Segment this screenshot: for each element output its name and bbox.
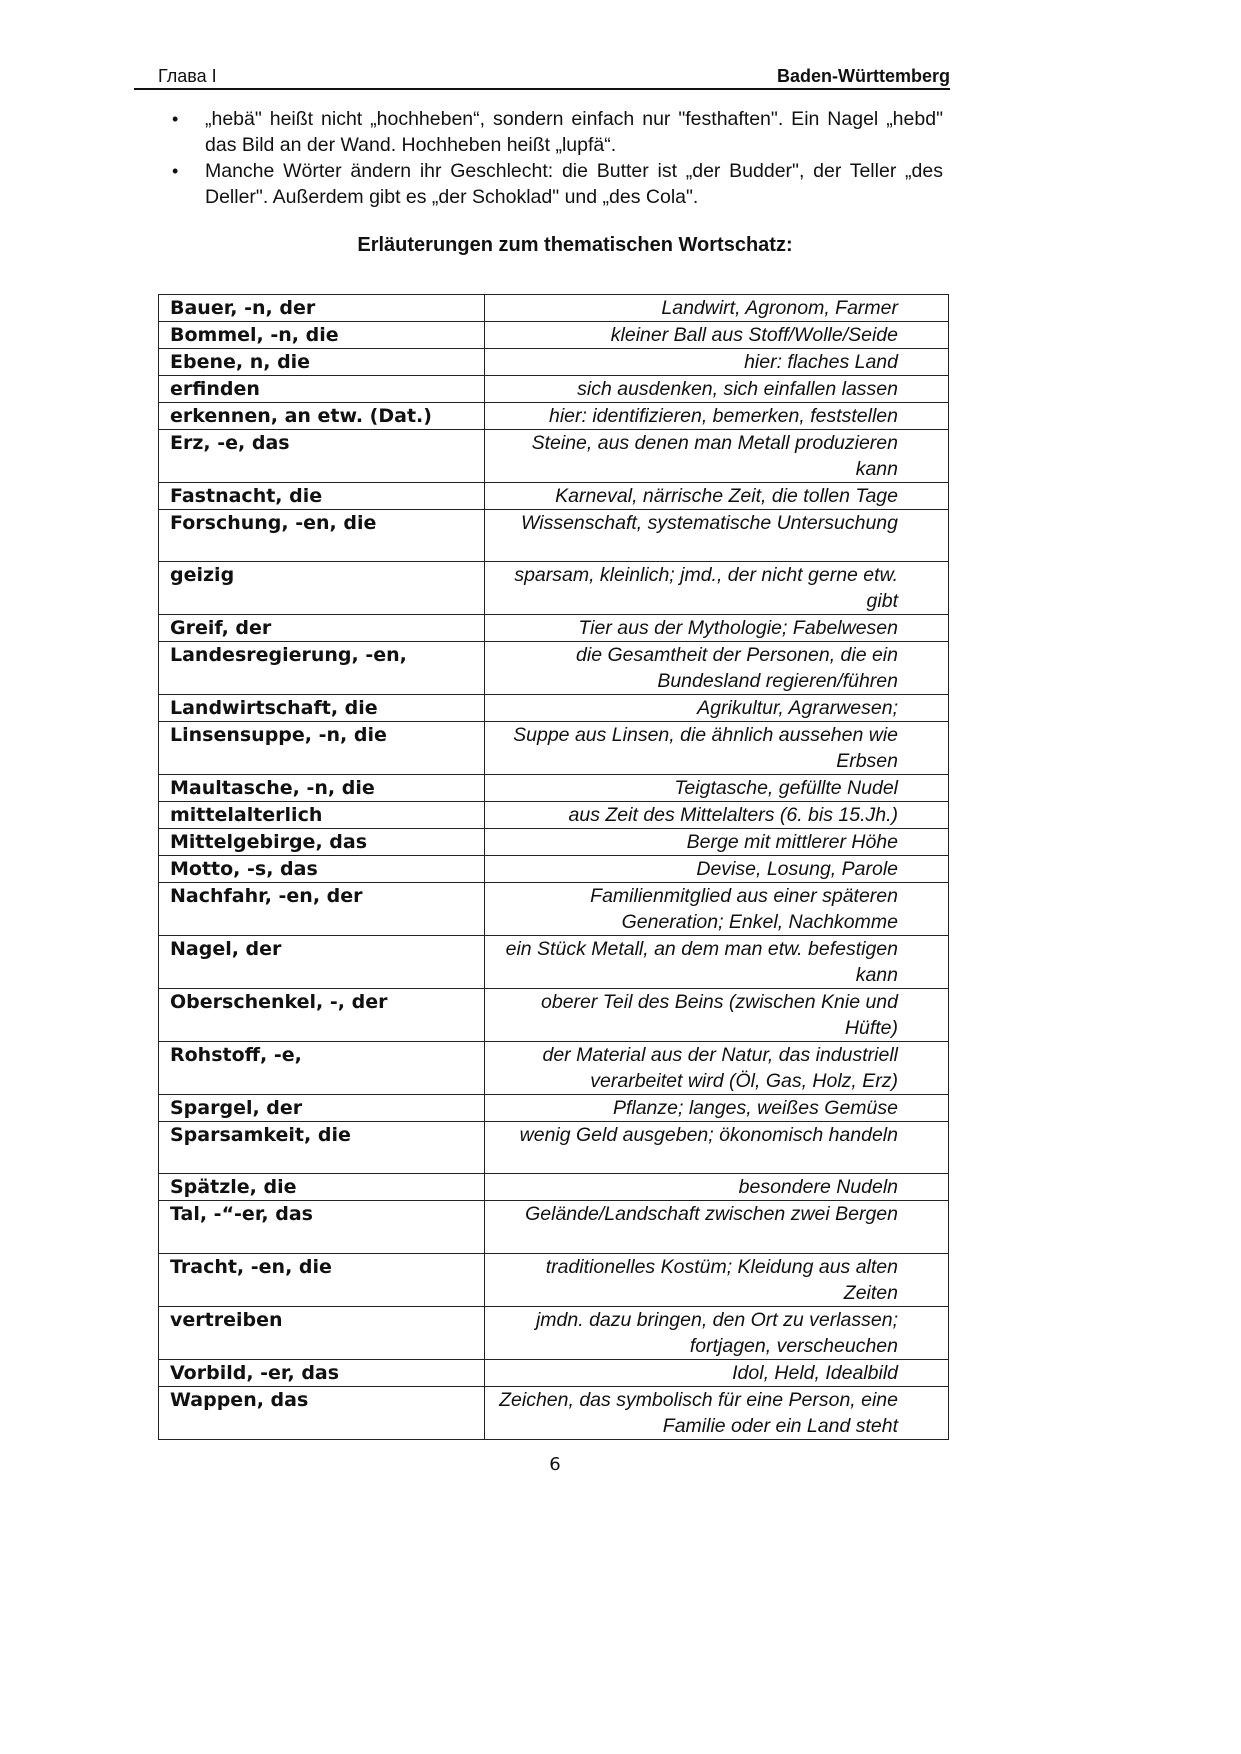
term-cell: Wappen, das bbox=[159, 1387, 485, 1440]
bullet-icon: • bbox=[172, 109, 179, 129]
definition-cell: hier: flaches Land bbox=[485, 349, 949, 376]
definition-cell: aus Zeit des Mittelalters (6. bis 15.Jh.) bbox=[485, 802, 949, 829]
bullet-item bbox=[168, 106, 943, 158]
term-cell: Spargel, der bbox=[159, 1095, 485, 1122]
definition-cell: der Material aus der Natur, das industriell verarbeitet wird (Öl, Gas, Holz, Erz) bbox=[485, 1042, 949, 1095]
definition-cell: hier: identifizieren, bemerken, feststellen bbox=[485, 403, 949, 430]
table-row bbox=[159, 1387, 949, 1440]
term-cell: Maultasche, -n, die bbox=[159, 775, 485, 802]
term-cell: geizig bbox=[159, 562, 485, 615]
definition-cell: sparsam, kleinlich; jmd., der nicht gerne etw. gibt bbox=[485, 562, 949, 615]
table-row bbox=[159, 1360, 949, 1387]
term-cell: Tracht, -en, die bbox=[159, 1254, 485, 1307]
definition-cell: Steine, aus denen man Metall produzieren kann bbox=[485, 430, 949, 483]
table-row bbox=[159, 430, 949, 483]
definition-cell: Familienmitglied aus einer späteren Generation; Enkel, Nachkomme bbox=[485, 883, 949, 936]
term-cell: Motto, -s, das bbox=[159, 856, 485, 883]
term-cell: Tal, -“-er, das bbox=[159, 1201, 485, 1254]
term-cell: Vorbild, -er, das bbox=[159, 1360, 485, 1387]
term-cell: Forschung, -en, die bbox=[159, 510, 485, 562]
term-cell: mittelalterlich bbox=[159, 802, 485, 829]
term-cell: Linsensuppe, -n, die bbox=[159, 722, 485, 775]
table-row bbox=[159, 562, 949, 615]
term-cell: Rohstoff, -e, bbox=[159, 1042, 485, 1095]
definition-cell: Gelände/Landschaft zwischen zwei Bergen bbox=[485, 1201, 949, 1254]
table-row bbox=[159, 1122, 949, 1174]
term-cell: vertreiben bbox=[159, 1307, 485, 1360]
table-row bbox=[159, 936, 949, 989]
term-cell: erfinden bbox=[159, 376, 485, 403]
term-cell: Sparsamkeit, die bbox=[159, 1122, 485, 1174]
definition-cell: Idol, Held, Idealbild bbox=[485, 1360, 949, 1387]
term-cell: Bauer, -n, der bbox=[159, 295, 485, 322]
table-row bbox=[159, 1307, 949, 1360]
term-cell: erkennen, an etw. (Dat.) bbox=[159, 403, 485, 430]
term-cell: Mittelgebirge, das bbox=[159, 829, 485, 856]
table-row bbox=[159, 1042, 949, 1095]
table-row bbox=[159, 1095, 949, 1122]
table-row bbox=[159, 615, 949, 642]
definition-cell: Berge mit mittlerer Höhe bbox=[485, 829, 949, 856]
definition-cell: Landwirt, Agronom, Farmer bbox=[485, 295, 949, 322]
section-title: Erläuterungen zum thematischen Wortschatz: bbox=[357, 234, 793, 256]
table-row bbox=[159, 722, 949, 775]
table-row bbox=[159, 295, 949, 322]
term-cell: Oberschenkel, -, der bbox=[159, 989, 485, 1042]
table-row bbox=[159, 322, 949, 349]
definition-cell: Tier aus der Mythologie; Fabelwesen bbox=[485, 615, 949, 642]
table-row bbox=[159, 989, 949, 1042]
chapter-label: Глава I bbox=[158, 66, 217, 86]
region-title: Baden-Württemberg bbox=[776, 66, 950, 86]
definition-cell: Karneval, närrische Zeit, die tollen Tage bbox=[485, 483, 949, 510]
definition-cell: Zeichen, das symbolisch für eine Person, eine Familie oder ein Land steht bbox=[485, 1387, 949, 1440]
term-cell: Ebene, n, die bbox=[159, 349, 485, 376]
term-cell: Fastnacht, die bbox=[159, 483, 485, 510]
definition-cell: Agrikultur, Agrarwesen; bbox=[485, 695, 949, 722]
table-row bbox=[159, 483, 949, 510]
definition-cell: Pflanze; langes, weißes Gemüse bbox=[485, 1095, 949, 1122]
bullet-text: „hebä" heißt nicht „hochheben“, sondern einfach nur "festhaften". Ein Nagel „hebd" das Bild an der Wand. Hochheben heißt „lupfä“. bbox=[205, 108, 943, 156]
term-cell: Nachfahr, -en, der bbox=[159, 883, 485, 936]
bullet-item bbox=[168, 158, 943, 210]
definition-cell: Wissenschaft, systematische Untersuchung bbox=[485, 510, 949, 562]
term-cell: Spätzle, die bbox=[159, 1174, 485, 1201]
term-cell: Nagel, der bbox=[159, 936, 485, 989]
table-row bbox=[159, 642, 949, 695]
table-row bbox=[159, 829, 949, 856]
definition-cell: traditionelles Kostüm; Kleidung aus alten Zeiten bbox=[485, 1254, 949, 1307]
term-cell: Bommel, -n, die bbox=[159, 322, 485, 349]
table-row bbox=[159, 1254, 949, 1307]
bullet-icon: • bbox=[172, 161, 179, 181]
definition-cell: Teigtasche, gefüllte Nudel bbox=[485, 775, 949, 802]
table-row bbox=[159, 775, 949, 802]
vocabulary-table bbox=[158, 294, 949, 1440]
definition-cell: oberer Teil des Beins (zwischen Knie und Hüfte) bbox=[485, 989, 949, 1042]
definition-cell: ein Stück Metall, an dem man etw. befestigen kann bbox=[485, 936, 949, 989]
definition-cell: Suppe aus Linsen, die ähnlich aussehen wie Erbsen bbox=[485, 722, 949, 775]
term-cell: Landesregierung, -en, bbox=[159, 642, 485, 695]
table-row bbox=[159, 1201, 949, 1254]
definition-cell: jmdn. dazu bringen, den Ort zu verlassen; fortjagen, verscheuchen bbox=[485, 1307, 949, 1360]
table-row bbox=[159, 403, 949, 430]
table-row bbox=[159, 695, 949, 722]
term-cell: Erz, -e, das bbox=[159, 430, 485, 483]
term-cell: Greif, der bbox=[159, 615, 485, 642]
table-row bbox=[159, 510, 949, 562]
table-row bbox=[159, 856, 949, 883]
definition-cell: besondere Nudeln bbox=[485, 1174, 949, 1201]
table-row bbox=[159, 1174, 949, 1201]
page-header bbox=[134, 64, 950, 90]
table-row bbox=[159, 349, 949, 376]
definition-cell: kleiner Ball aus Stoff/Wolle/Seide bbox=[485, 322, 949, 349]
definition-cell: sich ausdenken, sich einfallen lassen bbox=[485, 376, 949, 403]
bullet-list bbox=[168, 106, 943, 210]
table-row bbox=[159, 883, 949, 936]
table-row bbox=[159, 376, 949, 403]
definition-cell: die Gesamtheit der Personen, die ein Bundesland regieren/führen bbox=[485, 642, 949, 695]
page-number: 6 bbox=[549, 1454, 561, 1475]
table-row bbox=[159, 802, 949, 829]
bullet-text: Manche Wörter ändern ihr Geschlecht: die Butter ist „der Budder", der Teller „des Deller". Außerdem gibt es „der Schoklad" und „des Cola". bbox=[205, 160, 943, 208]
term-cell: Landwirtschaft, die bbox=[159, 695, 485, 722]
definition-cell: Devise, Losung, Parole bbox=[485, 856, 949, 883]
definition-cell: wenig Geld ausgeben; ökonomisch handeln bbox=[485, 1122, 949, 1174]
